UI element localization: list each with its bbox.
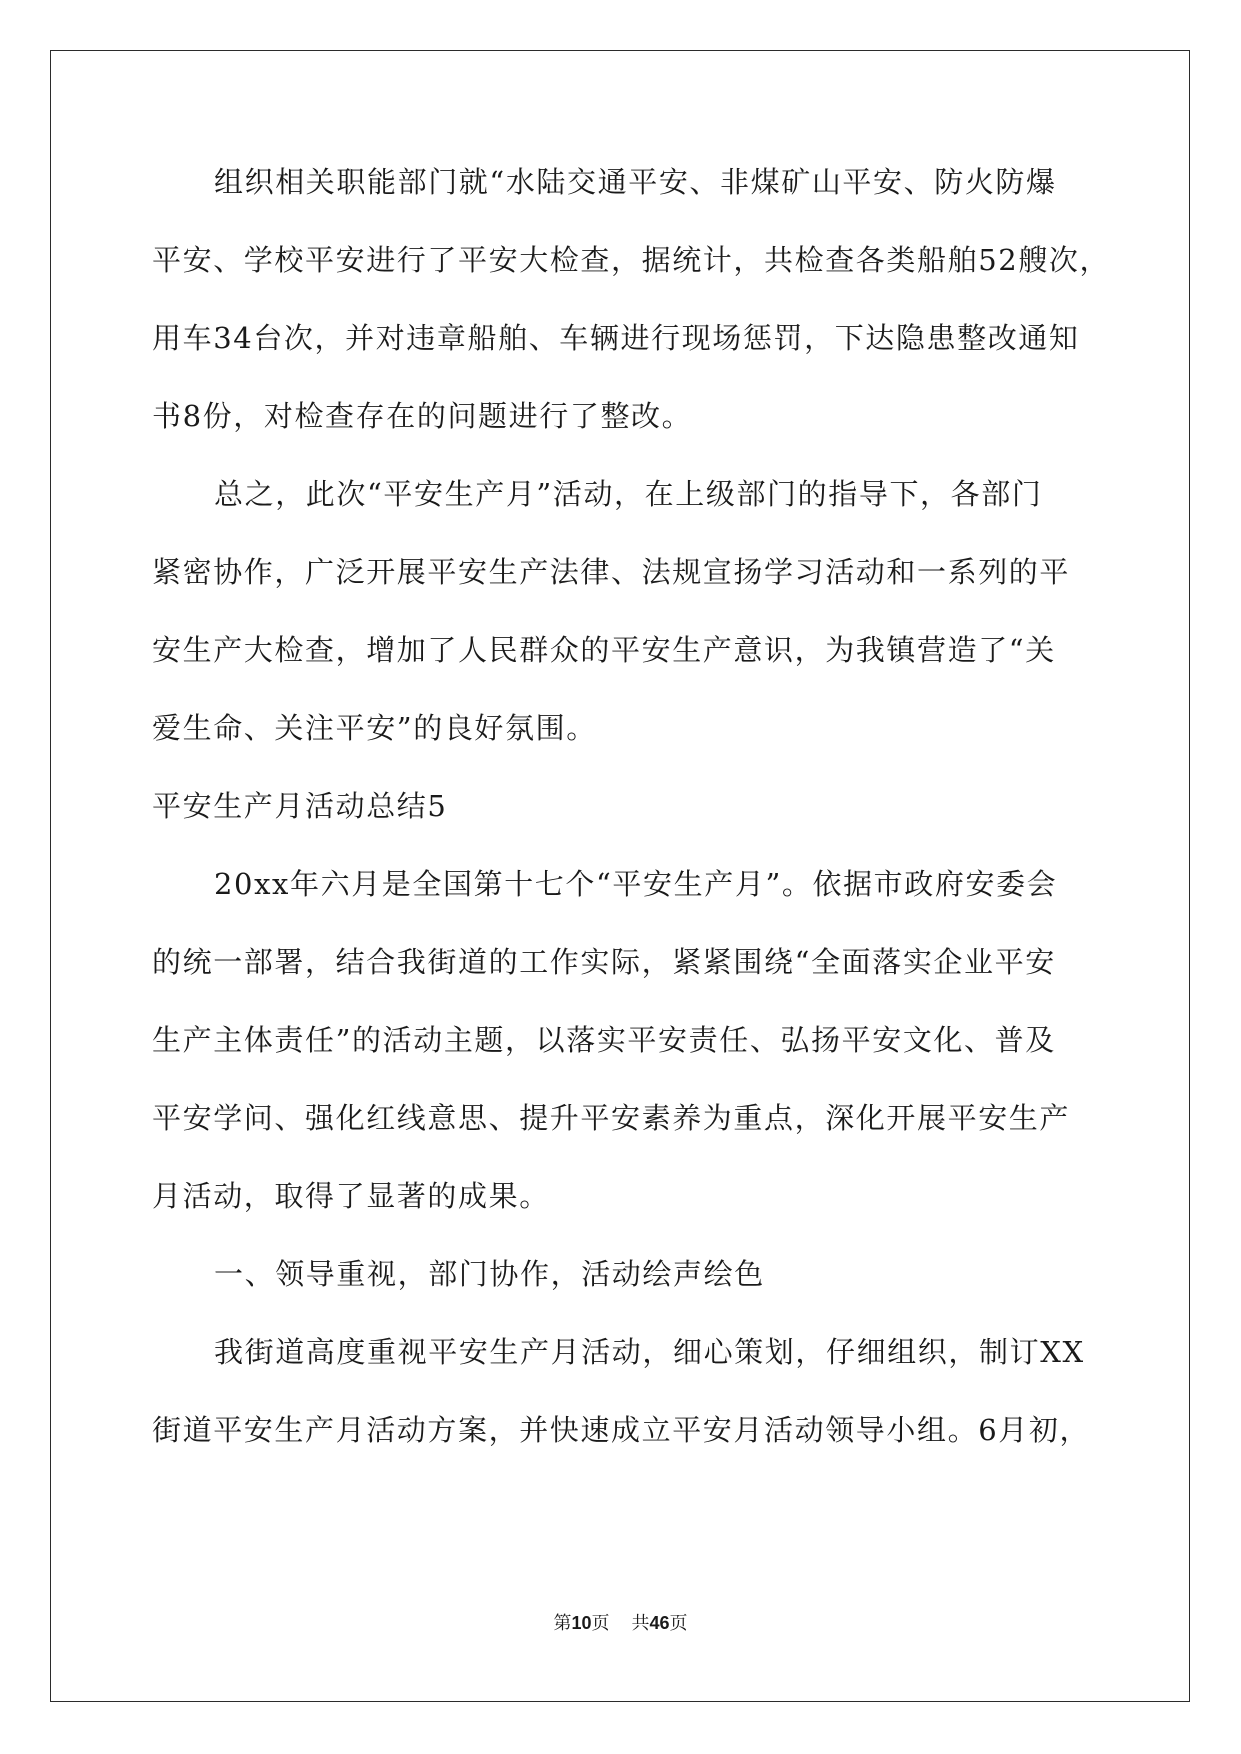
paragraph-line: 爱生命、关注平安”的良好氛围。: [152, 711, 597, 745]
paragraph-line: 平安、学校平安进行了平安大检查，据统计，共检查各类船舶52艘次，: [152, 243, 1111, 277]
paragraph-line: 书8份，对检查存在的问题进行了整改。: [152, 399, 693, 433]
document-body: [152, 162, 1112, 1488]
paragraph-line: 的统一部署，结合我街道的工作实际，紧紧围绕“全面落实企业平安: [152, 945, 1056, 979]
paragraph-line: 用车34台次，并对违章船舶、车辆进行现场惩罚，下达隐患整改通知: [152, 321, 1080, 355]
paragraph-line: 生产主体责任”的活动主题，以落实平安责任、弘扬平安文化、普及: [152, 1023, 1056, 1057]
page-number: 10: [571, 1613, 592, 1633]
subsection-heading: 一、领导重视，部门协作，活动绘声绘色: [214, 1257, 765, 1291]
paragraph-line: 紧密协作，广泛开展平安生产法律、法规宣扬学习活动和一系列的平: [152, 555, 1071, 589]
footer-total-prefix: 共: [631, 1613, 650, 1634]
footer-total-suffix: 页: [669, 1613, 688, 1634]
paragraph-line: 平安学问、强化红线意思、提升平安素养为重点，深化开展平安生产: [152, 1101, 1071, 1135]
paragraph-line: 月活动，取得了显著的成果。: [152, 1179, 550, 1213]
paragraph-line: 我街道高度重视平安生产月活动，细心策划，仔细组织，制订XX: [214, 1335, 1085, 1369]
section-heading: 平安生产月活动总结5: [152, 789, 448, 823]
footer-prefix: 第: [553, 1613, 572, 1634]
paragraph-line: 组织相关职能部门就“水陆交通平安、非煤矿山平安、防火防爆: [214, 165, 1057, 199]
page-footer: [0, 1609, 1241, 1635]
paragraph-line: 街道平安生产月活动方案，并快速成立平安月活动领导小组。6月初，: [152, 1413, 1091, 1447]
total-pages: 46: [649, 1613, 670, 1633]
paragraph-line: 安生产大检查，增加了人民群众的平安生产意识，为我镇营造了“关: [152, 633, 1056, 667]
paragraph-line: 20xx年六月是全国第十七个“平安生产月”。依据市政府安委会: [214, 867, 1058, 901]
paragraph-line: 总之，此次“平安生产月”活动，在上级部门的指导下，各部门: [214, 477, 1043, 511]
footer-page-suffix: 页: [591, 1613, 610, 1634]
